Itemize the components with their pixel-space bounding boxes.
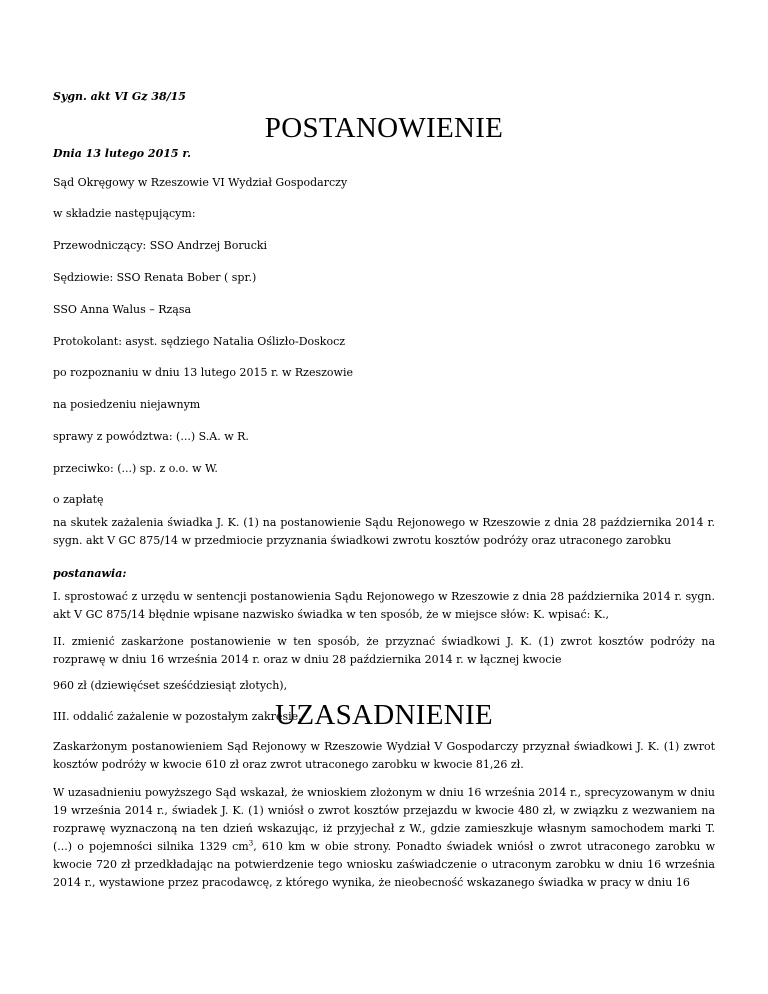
justification-paragraph-1: Zaskarżonym postanowieniem Sąd Rejonowy w Rzeszowie Wydział V Gospodarczy przyznał świadkowi J. K. (1) zwrot kosztów podróży w kwocie 610 zł oraz zwrot utraconego zarobku w kwocie 81,26 zł. xyxy=(53,740,715,771)
justification-paragraph-2 xyxy=(53,784,715,892)
decision-date: Dnia 13 lutego 2015 r. xyxy=(53,147,191,160)
ruling-point-2: II. zmienić zaskarżone postanowienie w ten sposób, że przyznać świadkowi J. K. (1) zwrot kosztów podróży na rozprawę w dniu 16 września 2014 r. oraz w dniu 28 października 2014 r. w łącznej kwocie xyxy=(53,635,715,666)
court-name: Sąd Okręgowy w Rzeszowie VI Wydział Gospodarczy xyxy=(53,176,348,189)
composition-intro: w składzie następującym: xyxy=(53,207,196,220)
ruling-point-3: III. oddalić zażalenie w pozostałym zakresie. xyxy=(53,710,302,723)
complaint-paragraph: na skutek zażalenia świadka J. K. (1) na postanowienie Sądu Rejonowego w Rzeszowie z dnia 28 października 2014 r. sygn. akt V GC 875/14 w przedmiocie przyznania świadkowi zwrotu kosztów podróży oraz utraconego zarobku xyxy=(53,516,715,547)
case-signature: Sygn. akt VI Gz 38/15 xyxy=(53,90,186,103)
justification-text-b: , 610 km w obie strony. Ponadto świadek wniósł o zwrot utraconego zarobku w kwocie 720 zł przedkładając na potwierdzenie tego wniosku zaświadczenie o utraconym zarobku w dniu 16 września 2014 r., wystawione przez pracodawcę, z którego wynika, że nieobecność wskazanego świadka w pracy w dniu 16 xyxy=(53,840,715,889)
justification-text-a: W uzasadnieniu powyższego Sąd wskazał, że wnioskiem złożonym w dniu 16 września 2014 r., sprecyzowanym w dniu 19 września 2014 r., świadek J. K. (1) wniósł o zwrot kosztów przejazdu w kwocie 480 zł, w związku z wezwaniem na rozprawę wyznaczoną na ten dzień wskazując, iż przyjechał z W., gdzie zamieszkuje własnym samochodem marki T. (...) o pojemności silnika 1329 cm xyxy=(53,786,715,853)
hearing-info: po rozpoznaniu w dniu 13 lutego 2015 r. w Rzeszowie xyxy=(53,366,353,379)
case-subject: o zapłatę xyxy=(53,493,104,506)
presiding-judge: Przewodniczący: SSO Andrzej Borucki xyxy=(53,239,268,252)
session-type: na posiedzeniu niejawnym xyxy=(53,398,201,411)
ruling-point-1: I. sprostować z urzędu w sentencji postanowienia Sądu Rejonowego w Rzeszowie z dnia 28 października 2014 r. sygn. akt V GC 875/14 błędnie wpisane nazwisko świadka w ten sposób, że w miejsce słów: K. wpisać: K., xyxy=(53,590,715,621)
judge-second: SSO Anna Walus – Rząsa xyxy=(53,303,192,316)
document-title: POSTANOWIENIE xyxy=(264,112,504,144)
ruling-amount: 960 zł (dziewięćset sześćdziesiąt złotych), xyxy=(53,679,288,692)
decides-heading: postanawia: xyxy=(53,567,127,580)
superscript-3: 3 xyxy=(248,839,254,848)
judges: Sędziowie: SSO Renata Bober ( spr.) xyxy=(53,271,257,284)
clerk: Protokolant: asyst. sędziego Natalia Oślizło-Doskocz xyxy=(53,335,346,348)
defendant: przeciwko: (...) sp. z o.o. w W. xyxy=(53,462,218,475)
plaintiff: sprawy z powództwa: (...) S.A. w R. xyxy=(53,430,249,443)
justification-title: UZASADNIENIE xyxy=(275,699,493,731)
